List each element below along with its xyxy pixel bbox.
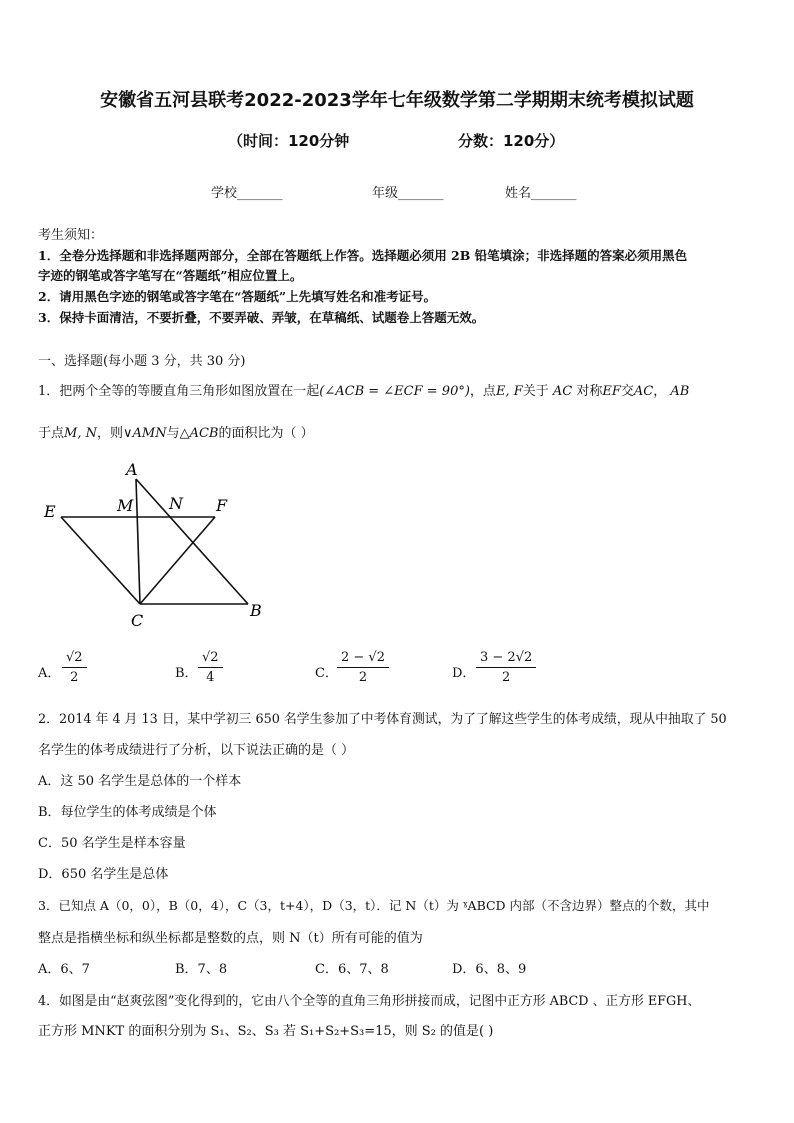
grade-field: 年级_______ (372, 186, 444, 201)
q3-option-d: D．6、8、9 (452, 962, 527, 977)
q1-option-d-label: D． (452, 666, 476, 681)
segment-ab (136, 479, 248, 604)
q1-option-b-fraction: √2 4 (198, 650, 223, 685)
q3-option-a: A．6、7 (38, 962, 90, 977)
name-field: 姓名_______ (505, 186, 577, 201)
label-e: E (44, 502, 56, 521)
notice-line-1: 1．全卷分选择题和非选择题两部分，全部在答题纸上作答。选择题必须用 2B 铅笔填涂；非选择题的答案必须用黑色 (38, 248, 688, 263)
question-2-line-1: 2．2014 年 4 月 13 日，某中学初三 650 名学生参加了中考体育测试，为了了解这些学生的体考成绩，现从中抽取了 50 (38, 712, 727, 727)
label-c: C (131, 611, 144, 630)
segment-ec (61, 517, 140, 604)
q1-option-a-fraction: √2 2 (62, 650, 87, 685)
question-3-line-1: 3．已知点 A（0，0），B（0，4），C（3，t+4），D（3，t）．记 N（t）为 ˠABCD 内部（不含边界）整点的个数，其中 (38, 898, 710, 913)
label-m: M (117, 496, 134, 515)
segment-ac (136, 479, 140, 604)
label-f: F (216, 496, 228, 515)
q2-option-a: A．这 50 名学生是总体的一个样本 (38, 774, 242, 789)
segment-fc (140, 517, 215, 604)
q1-option-c-label: C． (315, 666, 338, 681)
page-title: 安徽省五河县联考2022-2023学年七年级数学第二学期期末统考模拟试题 (100, 90, 694, 111)
label-a: A (126, 460, 138, 479)
notice-line-2: 字迹的钢笔或答字笔写在“答题纸”相应位置上。 (38, 268, 303, 283)
q1-option-c-fraction: 2 − √2 2 (337, 650, 389, 685)
label-b: B (250, 601, 262, 620)
section-heading: 一、选择题(每小题 3 分，共 30 分) (38, 354, 246, 369)
q2-option-c: C．50 名学生是样本容量 (38, 836, 186, 851)
question-2-line-2: 名学生的体考成绩进行了分析，以下说法正确的是（ ） (38, 743, 355, 758)
notice-line-3: 2．请用黑色字迹的钢笔或答字笔在“答题纸”上先填写姓名和准考证号。 (38, 289, 437, 304)
question-3-line-2: 整点是指横坐标和纵坐标都是整数的点，则 N（t）所有可能的值为 (38, 931, 423, 946)
time-label: （时间：120分钟 (228, 132, 350, 150)
q2-option-d: D．650 名学生是总体 (38, 867, 169, 882)
q3-option-b: B．7、8 (175, 962, 228, 977)
q1-option-d-fraction: 3 − 2√2 2 (476, 650, 536, 685)
score-label: 分数：120分） (458, 132, 565, 150)
question-4-line-1: 4．如图是由“赵爽弦图”变化得到的，它由八个全等的直角三角形拼接而成，记图中正方形 ABCD 、正方形 EFGH、 (38, 994, 701, 1009)
triangle-figure (40, 455, 280, 635)
q3-option-c: C．6、7、8 (315, 962, 389, 977)
question-4-line-2: 正方形 MNKT 的面积分别为 S₁、S₂、S₃ 若 S₁+S₂+S₃=15，则 S₂ 的值是( ) (38, 1024, 494, 1039)
q1-option-b-label: B． (175, 666, 198, 681)
question-1-line-2: 于点M, N，则∨AMN与△ACB的面积比为（ ） (38, 426, 314, 441)
label-n: N (169, 494, 183, 513)
notice-heading: 考生须知： (38, 228, 104, 243)
notice-line-4: 3．保持卡面清洁，不要折叠，不要弄破、弄皱，在草稿纸、试题卷上答题无效。 (38, 310, 485, 325)
question-1-line-1: 1．把两个全等的等腰直角三角形如图放置在一起(∠ACB = ∠ECF = 90°)，点E, F关于 AC 对称EF交AC， AB (38, 384, 690, 399)
q1-option-a-label: A． (38, 666, 61, 681)
school-field: 学校_______ (211, 186, 283, 201)
q2-option-b: B．每位学生的体考成绩是个体 (38, 805, 217, 820)
